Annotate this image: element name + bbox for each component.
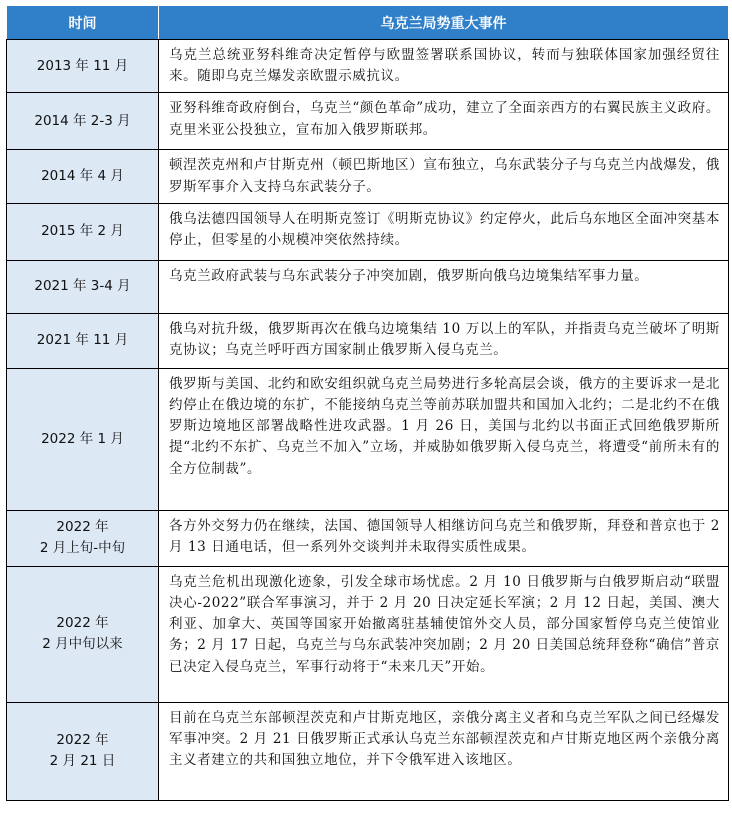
- date-text: 2014 年 2-3 月: [34, 112, 131, 129]
- date-year: 2022 年: [56, 732, 109, 749]
- date-cell: [7, 150, 159, 203]
- event-cell: 俄罗斯与美国、北约和欧安组织就乌克兰局势进行多轮高层会谈，俄方的主要诉求一是北约停止在俄边境的东扩，不能接纳乌克兰等前苏联加盟共和国加入北约；二是北约不在俄罗斯边境地区部署战略性进攻武器。1 月 26 日，美国与北约以书面正式回绝俄罗斯所提“北约不东扩、乌克兰不加入”立场，并威胁如俄罗斯入侵乌克兰，将遭受“前所未有的全方位制裁”。: [159, 368, 729, 510]
- date-period: 2 月上旬-中旬: [39, 540, 126, 557]
- table-row: [7, 566, 729, 702]
- date-text: 2021 年 3-4 月: [34, 278, 131, 295]
- date-cell: [7, 566, 159, 702]
- table-row: [7, 260, 729, 313]
- date-cell: [7, 40, 159, 93]
- date-text: 2022 年 1 月: [41, 430, 124, 447]
- date-text: 2015 年 2 月: [41, 223, 124, 240]
- table-row: [7, 313, 729, 368]
- date-text: 2013 年 11 月: [36, 57, 129, 74]
- date-year: 2022 年: [56, 519, 109, 536]
- header-date: 时间: [7, 6, 159, 40]
- event-cell: 乌克兰总统亚努科维奇决定暂停与欧盟签署联系国协议，转而与独联体国家加强经贸往来。随即乌克兰爆发亲欧盟示威抗议。: [159, 40, 729, 93]
- date-period: 2 月中旬以来: [42, 636, 123, 653]
- event-cell: 顿涅茨克州和卢甘斯克州（顿巴斯地区）宣布独立，乌东武装分子与乌克兰内战爆发，俄罗斯军事介入支持乌东武装分子。: [159, 150, 729, 203]
- date-cell: [7, 368, 159, 510]
- date-cell: [7, 510, 159, 566]
- event-cell: 目前在乌克兰东部顿涅茨克和卢甘斯克地区，亲俄分离主义者和乌克兰军队之间已经爆发军事冲突。2 月 21 日俄罗斯正式承认乌克兰东部顿涅茨克和卢甘斯克地区两个亲俄分离主义者建立的共和国独立地位，并下令俄军进入该地区。: [159, 702, 729, 800]
- event-cell: 俄乌对抗升级，俄罗斯再次在俄乌边境集结 10 万以上的军队，并指责乌克兰破坏了明斯克协议；乌克兰呼吁西方国家制止俄罗斯入侵乌克兰。: [159, 313, 729, 368]
- date-cell: [7, 260, 159, 313]
- event-cell: 俄乌法德四国领导人在明斯克签订《明斯克协议》约定停火，此后乌东地区全面冲突基本停止，但零星的小规模冲突依然持续。: [159, 203, 729, 260]
- event-cell: 乌克兰危机出现激化迹象，引发全球市场忧虑。2 月 10 日俄罗斯与白俄罗斯启动“联盟决心-2022”联合军事演习，并于 2 月 20 日决定延长军演；2 月 12 日起，美国、澳大利亚、加拿大、英国等国家开始撤离驻基辅使馆外交人员，部分国家暂停乌克兰使馆业务；2 月 17 日起，乌克兰与乌东武装冲突加剧；2 月 20 日美国总统拜登称“确信”普京已决定入侵乌克兰，军事行动将于“未来几天”开始。: [159, 566, 729, 702]
- table-header-row: [7, 6, 729, 40]
- event-cell: 亚努科维奇政府倒台，乌克兰“颜色革命”成功，建立了全面亲西方的右翼民族主义政府。克里米亚公投独立，宣布加入俄罗斯联邦。: [159, 93, 729, 150]
- event-cell: 乌克兰政府武装与乌东武装分子冲突加剧，俄罗斯向俄乌边境集结军事力量。: [159, 260, 729, 313]
- date-cell: [7, 313, 159, 368]
- table-row: [7, 702, 729, 800]
- date-text: 2014 年 4 月: [41, 168, 124, 185]
- table-row: [7, 93, 729, 150]
- date-text: 2021 年 11 月: [36, 332, 129, 349]
- ukraine-events-table: [6, 5, 729, 801]
- event-cell: 各方外交努力仍在继续，法国、德国领导人相继访问乌克兰和俄罗斯，拜登和普京也于 2 月 13 日通电话，但一系列外交谈判并未取得实质性成果。: [159, 510, 729, 566]
- table-row: [7, 150, 729, 203]
- header-event: 乌克兰局势重大事件: [159, 6, 729, 40]
- events-table-container: [6, 5, 728, 801]
- date-cell: [7, 702, 159, 800]
- date-period: 2 月 21 日: [49, 753, 116, 770]
- date-cell: [7, 93, 159, 150]
- table-row: [7, 510, 729, 566]
- date-cell: [7, 203, 159, 260]
- table-row: [7, 40, 729, 93]
- table-row: [7, 368, 729, 510]
- table-row: [7, 203, 729, 260]
- date-year: 2022 年: [56, 615, 109, 632]
